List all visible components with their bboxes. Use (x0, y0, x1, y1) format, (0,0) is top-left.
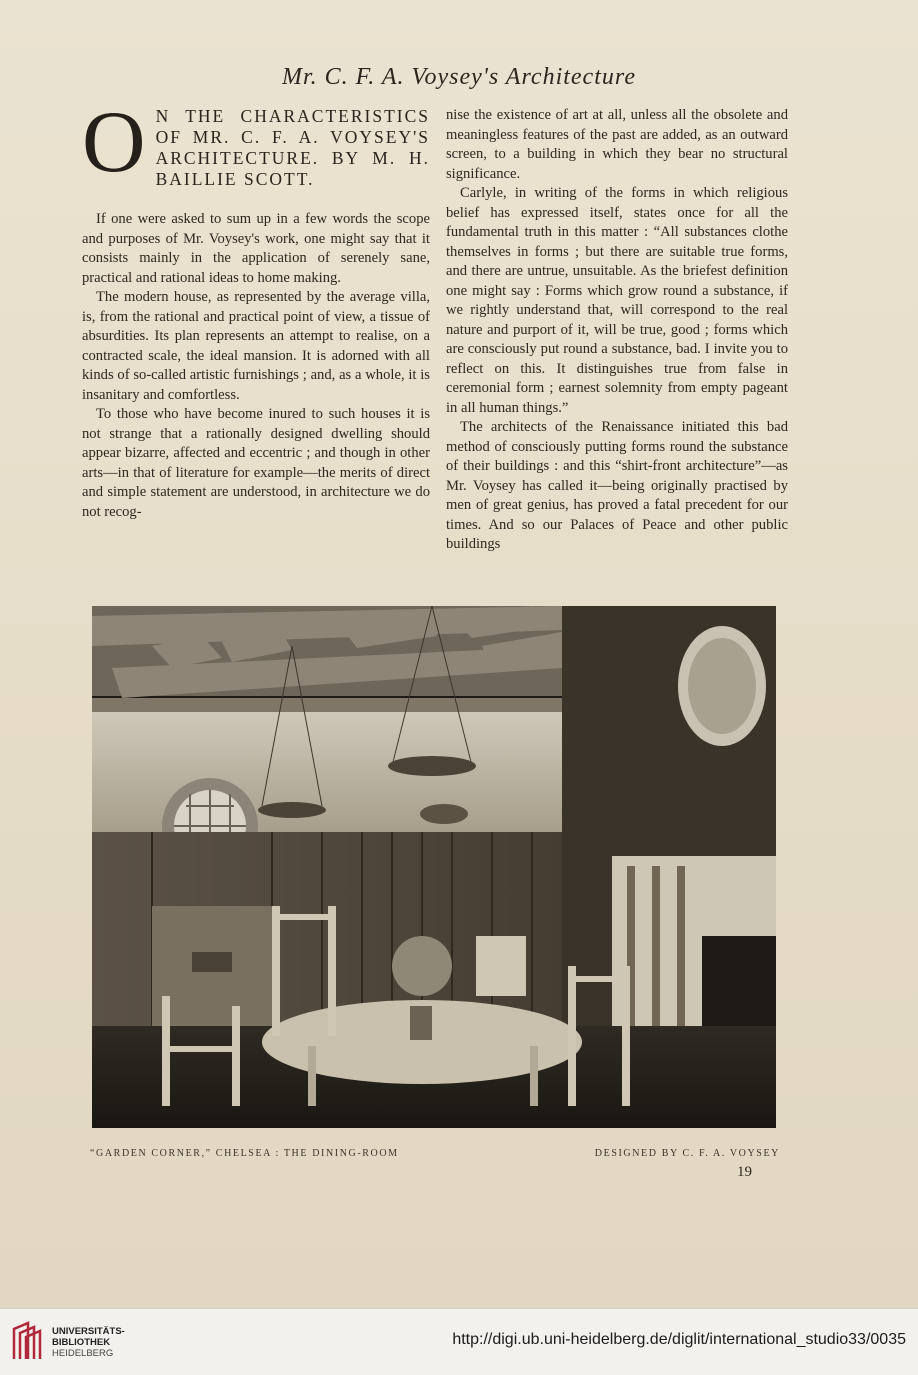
dresser-picture (192, 952, 232, 972)
library-name-line: HEIDELBERG (52, 1348, 114, 1359)
article-title (82, 94, 430, 191)
source-url-link[interactable]: http://digi.ub.uni-heidelberg.de/diglit/international_studio33/0035 (452, 1331, 906, 1348)
flowers (392, 936, 452, 996)
library-name-line: BIBLIOTHEK (52, 1337, 111, 1348)
library-logo-icon (10, 1319, 46, 1363)
back-wall (92, 712, 562, 832)
library-name-line: UNIVERSITÄTS- (52, 1326, 125, 1337)
article-title-text: N THE CHARACTERISTICS OF MR. C. F. A. VOYSEY'S ARCHITECTURE. BY M. H. BAILLIE SCOTT. (155, 106, 430, 189)
digitization-footer (0, 1308, 918, 1375)
paragraph: The modern house, as represented by the average villa, is, from the rational and practical point of view, a tissue of absurdities. Its plan represents an attempt to realise, on a contracted scale, the ideal mansion. It is adorned with all kinds of so-called artistic furnishings ; and, as a whole, it is insanitary and comfortless. (82, 289, 430, 403)
figure-caption-left: “GARDEN CORNER,” CHELSEA : THE DINING-ROOM (90, 1148, 399, 1159)
paragraph: Carlyle, in writing of the forms in which religious belief has expressed itself, states once for all the fundamental truth in this matter : “All substances clothe themselves in forms ; but there are suitable true forms, and there are untrue, unsuitable. As the briefest definition one might say : Forms which grow round a substance, if we rightly understand that, will correspond to the real nature and purport of it, will be true, good ; forms which are consciously put round a substance, bad. I invite you to reflect on this. It distinguishes true from false in ceremonial form ; earnest solemnity from empty pageant in all human things.” (446, 185, 788, 416)
left-column (82, 94, 430, 522)
paragraph: The architects of the Renaissance initiated this bad method of consciously putting forms round the substance of their buildings : and this “shirt-front architecture”—as Mr. Voysey has called it—being originally practised by men of great genius, has proved a fatal precedent for our times. And so our Palaces of Peace and other public buildings (446, 419, 788, 552)
photo-illustration (92, 606, 776, 1128)
paragraph: If one were asked to sum up in a few words the scope and purposes of Mr. Voysey's work, one might say that it consists mainly in the application of serenely sane, practical and rational ideas to home making. (82, 211, 430, 286)
dining-room-photograph (92, 606, 776, 1128)
library-name (52, 1326, 125, 1359)
drop-cap: O (82, 94, 148, 191)
right-column (446, 106, 788, 555)
flower-vase (410, 1006, 432, 1040)
page-number: 19 (737, 1164, 752, 1180)
paragraph: nise the existence of art at all, unless all the obsolete and meaningless features of the past are added, as an outward screen, to a building in which they bear no structural significance. (446, 107, 788, 182)
figure-caption-right: DESIGNED BY C. F. A. VOYSEY (594, 1148, 780, 1159)
running-head: Mr. C. F. A. Voysey's Architecture (282, 64, 636, 90)
paragraph: To those who have become inured to such houses it is not strange that a rationally designed dwelling should appear bizarre, affected and eccentric ; and though in other arts—in that of literature for example—the merits of direct and simple statement are understood, in architecture we do not recog- (82, 406, 430, 520)
